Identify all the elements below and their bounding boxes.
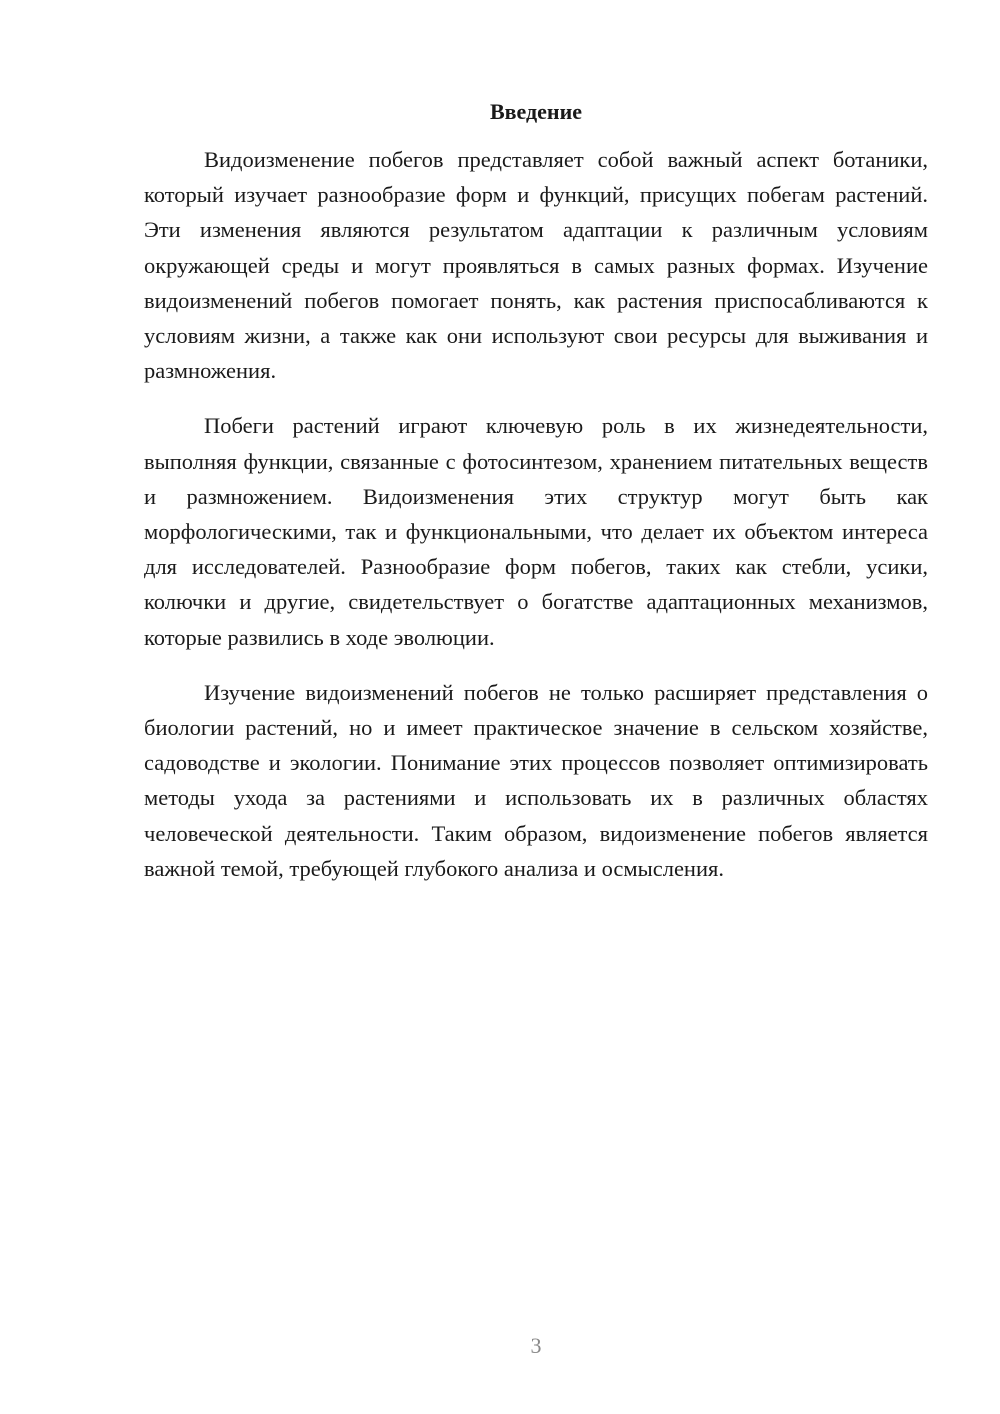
page-title: Введение xyxy=(489,99,583,124)
page-number: 3 xyxy=(530,1333,542,1358)
paragraph-2: Побеги растений играют ключевую роль в их жизнедеятельности, выполняя функции, связанные с фотосинтезом, хранением питательных веществ и размножением. Видоизменения этих структур могут быть как морфологическими, так и функциональными, что делает их объектом интереса для исследователей. Разнообразие форм побегов, таких как стебли, усики, колючки и другие, свидетельствует о богатстве адаптационных механизмов, которые развились в ходе эволюции. xyxy=(144,413,928,650)
paragraph-3: Изучение видоизменений побегов не только расширяет представления о биологии растений, но и имеет практическое значение в сельском хозяйстве, садоводстве и экологии. Понимание этих процессов позволяет оптимизировать методы ухода за растениями и использовать их в различных областях человеческой деятельности. Таким образом, видоизменение побегов является важной темой, требующей глубокого анализа и осмысления. xyxy=(144,679,928,881)
paragraph-1: Видоизменение побегов представляет собой важный аспект ботаники, который изучает разнообразие форм и функций, присущих побегам растений. Эти изменения являются результатом адаптации к различным условиям окружающей среды и могут проявляться в самых разных формах. Изучение видоизменений побегов помогает понять, как растения приспосабливаются к условиям жизни, а также как они используют свои ресурсы для выживания и размножения. xyxy=(144,147,928,384)
body-text xyxy=(144,142,928,906)
